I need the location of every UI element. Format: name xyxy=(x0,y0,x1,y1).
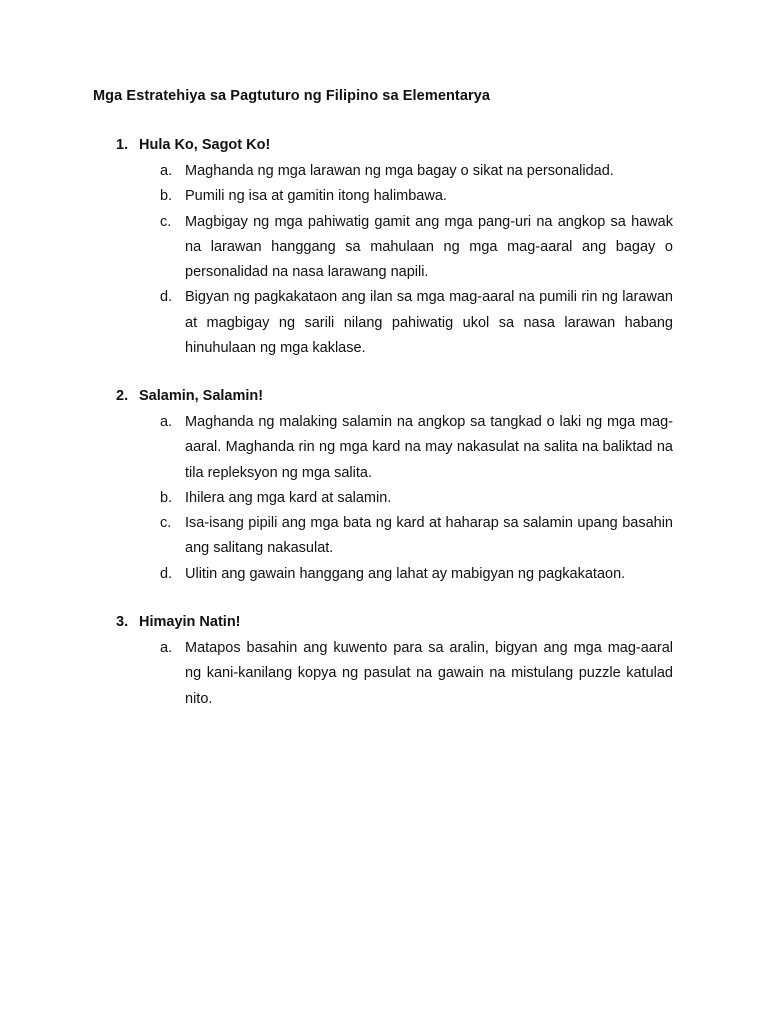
step-list xyxy=(116,410,676,587)
list-marker: c. xyxy=(160,515,172,532)
list-marker: d. xyxy=(160,565,173,582)
list-marker: b. xyxy=(160,489,173,506)
list-marker: d. xyxy=(160,289,173,306)
list-item-text: Maghanda ng mga larawan ng mga bagay o sikat na personalidad. xyxy=(185,163,614,179)
list-marker: a. xyxy=(160,414,173,430)
section-title: Hula Ko, Sagot Ko! xyxy=(139,137,271,153)
list-marker: b. xyxy=(160,188,173,205)
step-list xyxy=(116,636,676,712)
list-item-text: Isa-isang pipili ang mga bata ng kard at haharap sa salamin upang basahin ang salitang nakasulat. xyxy=(185,515,673,557)
section-himayin-natin xyxy=(116,612,676,712)
section-number: 2. xyxy=(116,388,129,404)
list-item-text: Matapos basahin ang kuwento para sa aralin, bigyan ang mga mag-aaral ng kani-kanilang kopya ng pasulat na gawain na mistulang puzzle katulad nito. xyxy=(185,640,673,707)
list-item xyxy=(116,511,676,562)
list-item xyxy=(116,410,676,486)
section-title: Salamin, Salamin! xyxy=(139,388,264,404)
section-salamin-salamin xyxy=(116,386,676,587)
list-item-text: Bigyan ng pagkakataon ang ilan sa mga mag-aaral na pumili rin ng larawan at magbigay ng sarili nilang pahiwatig ukol sa nasa larawan habang hinuhulaan ng mga kaklase. xyxy=(185,289,673,357)
list-item-text: Ulitin ang gawain hanggang ang lahat ay mabigyan ng pagkakataon. xyxy=(185,565,626,582)
list-item xyxy=(116,636,676,712)
list-item xyxy=(116,486,676,511)
list-marker: c. xyxy=(160,213,172,230)
list-item xyxy=(116,562,676,587)
section-heading xyxy=(116,612,676,632)
section-number: 3. xyxy=(116,614,129,630)
list-item xyxy=(116,184,676,209)
list-marker: a. xyxy=(160,640,173,656)
section-hula-ko-sagot-ko xyxy=(116,135,676,361)
list-item-text: Maghanda ng malaking salamin na angkop sa tangkad o laki ng mga mag-aaral. Maghanda rin ng mga kard na may nakasulat na salita na baliktad na tila repleksyon ng mga salita. xyxy=(185,414,673,481)
section-number: 1. xyxy=(116,137,129,153)
list-item-text: Ihilera ang mga kard at salamin. xyxy=(185,489,392,506)
section-title: Himayin Natin! xyxy=(139,614,241,630)
list-item-text: Pumili ng isa at gamitin itong halimbawa. xyxy=(185,188,447,205)
list-item-text: Magbigay ng mga pahiwatig gamit ang mga pang-uri na angkop sa hawak na larawan hanggang sa mahulaan ng mga mag-aaral ang bagay o personalidad na nasa larawang napili. xyxy=(185,213,673,281)
section-heading xyxy=(116,135,676,155)
list-item xyxy=(116,210,676,286)
section-heading xyxy=(116,386,676,406)
step-list xyxy=(116,159,676,361)
list-item xyxy=(116,285,676,361)
list-item xyxy=(116,159,676,184)
document-title: Mga Estratehiya sa Pagtuturo ng Filipino sa Elementarya xyxy=(93,88,491,104)
list-marker: a. xyxy=(160,163,173,179)
